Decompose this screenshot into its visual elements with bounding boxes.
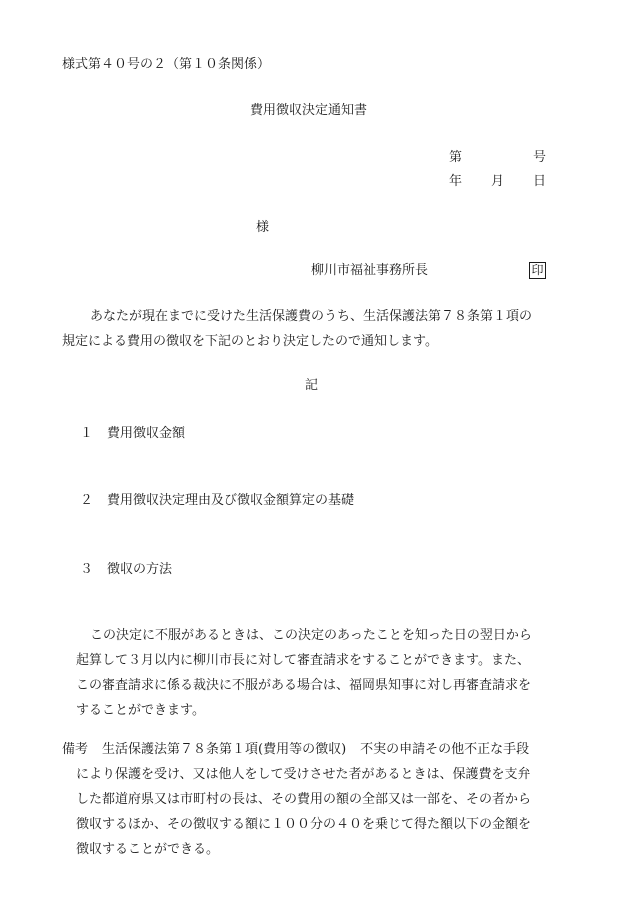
number-prefix: 第 bbox=[449, 150, 463, 165]
remarks-section bbox=[62, 737, 531, 862]
document-title: 費用徴収決定通知書 bbox=[250, 103, 368, 118]
item-number: ３ bbox=[80, 562, 94, 577]
appeal-line: この決定に不服があるときは、この決定のあったことを知った日の翌日から bbox=[90, 628, 532, 643]
ki-heading: 記 bbox=[305, 378, 319, 393]
recipient-suffix: 様 bbox=[256, 220, 270, 235]
appeal-line: 起算して３月以内に柳川市長に対して審査請求をすることができます。また、 bbox=[76, 653, 530, 668]
sender-name: 柳川市福祉事務所長 bbox=[311, 263, 429, 278]
item-label: 費用徴収金額 bbox=[107, 426, 186, 441]
remarks-line: により保護を受け、又は他人をして受けさせた者があるときは、保護費を支弁 bbox=[76, 767, 531, 782]
remarks-reference: 生活保護法第７８条第１項(費用等の徴収) bbox=[102, 742, 347, 757]
number-suffix: 号 bbox=[533, 150, 547, 165]
item-number: １ bbox=[80, 426, 94, 441]
remarks-line: 不実の申請その他不正な手段 bbox=[360, 742, 530, 757]
item-1 bbox=[80, 427, 185, 440]
intro-line: あなたが現在までに受けた生活保護費のうち、生活保護法第７８条第１項の bbox=[90, 309, 533, 324]
item-label: 費用徴収決定理由及び徴収金額算定の基礎 bbox=[107, 493, 355, 508]
date-month: 月 bbox=[491, 174, 505, 189]
remarks-heading: 備考 bbox=[62, 742, 89, 757]
date-year: 年 bbox=[449, 174, 463, 189]
item-3 bbox=[80, 563, 172, 576]
item-label: 徴収の方法 bbox=[107, 562, 173, 577]
appeal-line: することができます。 bbox=[76, 703, 205, 718]
intro-line: 規定による費用の徴収を下記のとおり決定したので通知します。 bbox=[62, 334, 438, 349]
remarks-line: 徴収することができる。 bbox=[76, 842, 220, 857]
remarks-line: 徴収するほか、その徴収する額に１００分の４０を乗じて得た額以下の金額を bbox=[76, 817, 532, 832]
seal-mark: 印 bbox=[529, 262, 546, 279]
item-number: ２ bbox=[80, 493, 94, 508]
remarks-first-line bbox=[62, 737, 531, 762]
date-day: 日 bbox=[533, 174, 547, 189]
form-number: 様式第４０号の２（第１０条関係） bbox=[62, 57, 271, 72]
item-2 bbox=[80, 494, 354, 507]
appeal-paragraph bbox=[76, 623, 532, 723]
remarks-line: した都道府県又は市町村の長は、その費用の額の全部又は一部を、その者から bbox=[76, 792, 532, 807]
appeal-line: この審査請求に係る裁決に不服がある場合は、福岡県知事に対し再審査請求を bbox=[76, 678, 532, 693]
intro-paragraph bbox=[62, 304, 532, 354]
